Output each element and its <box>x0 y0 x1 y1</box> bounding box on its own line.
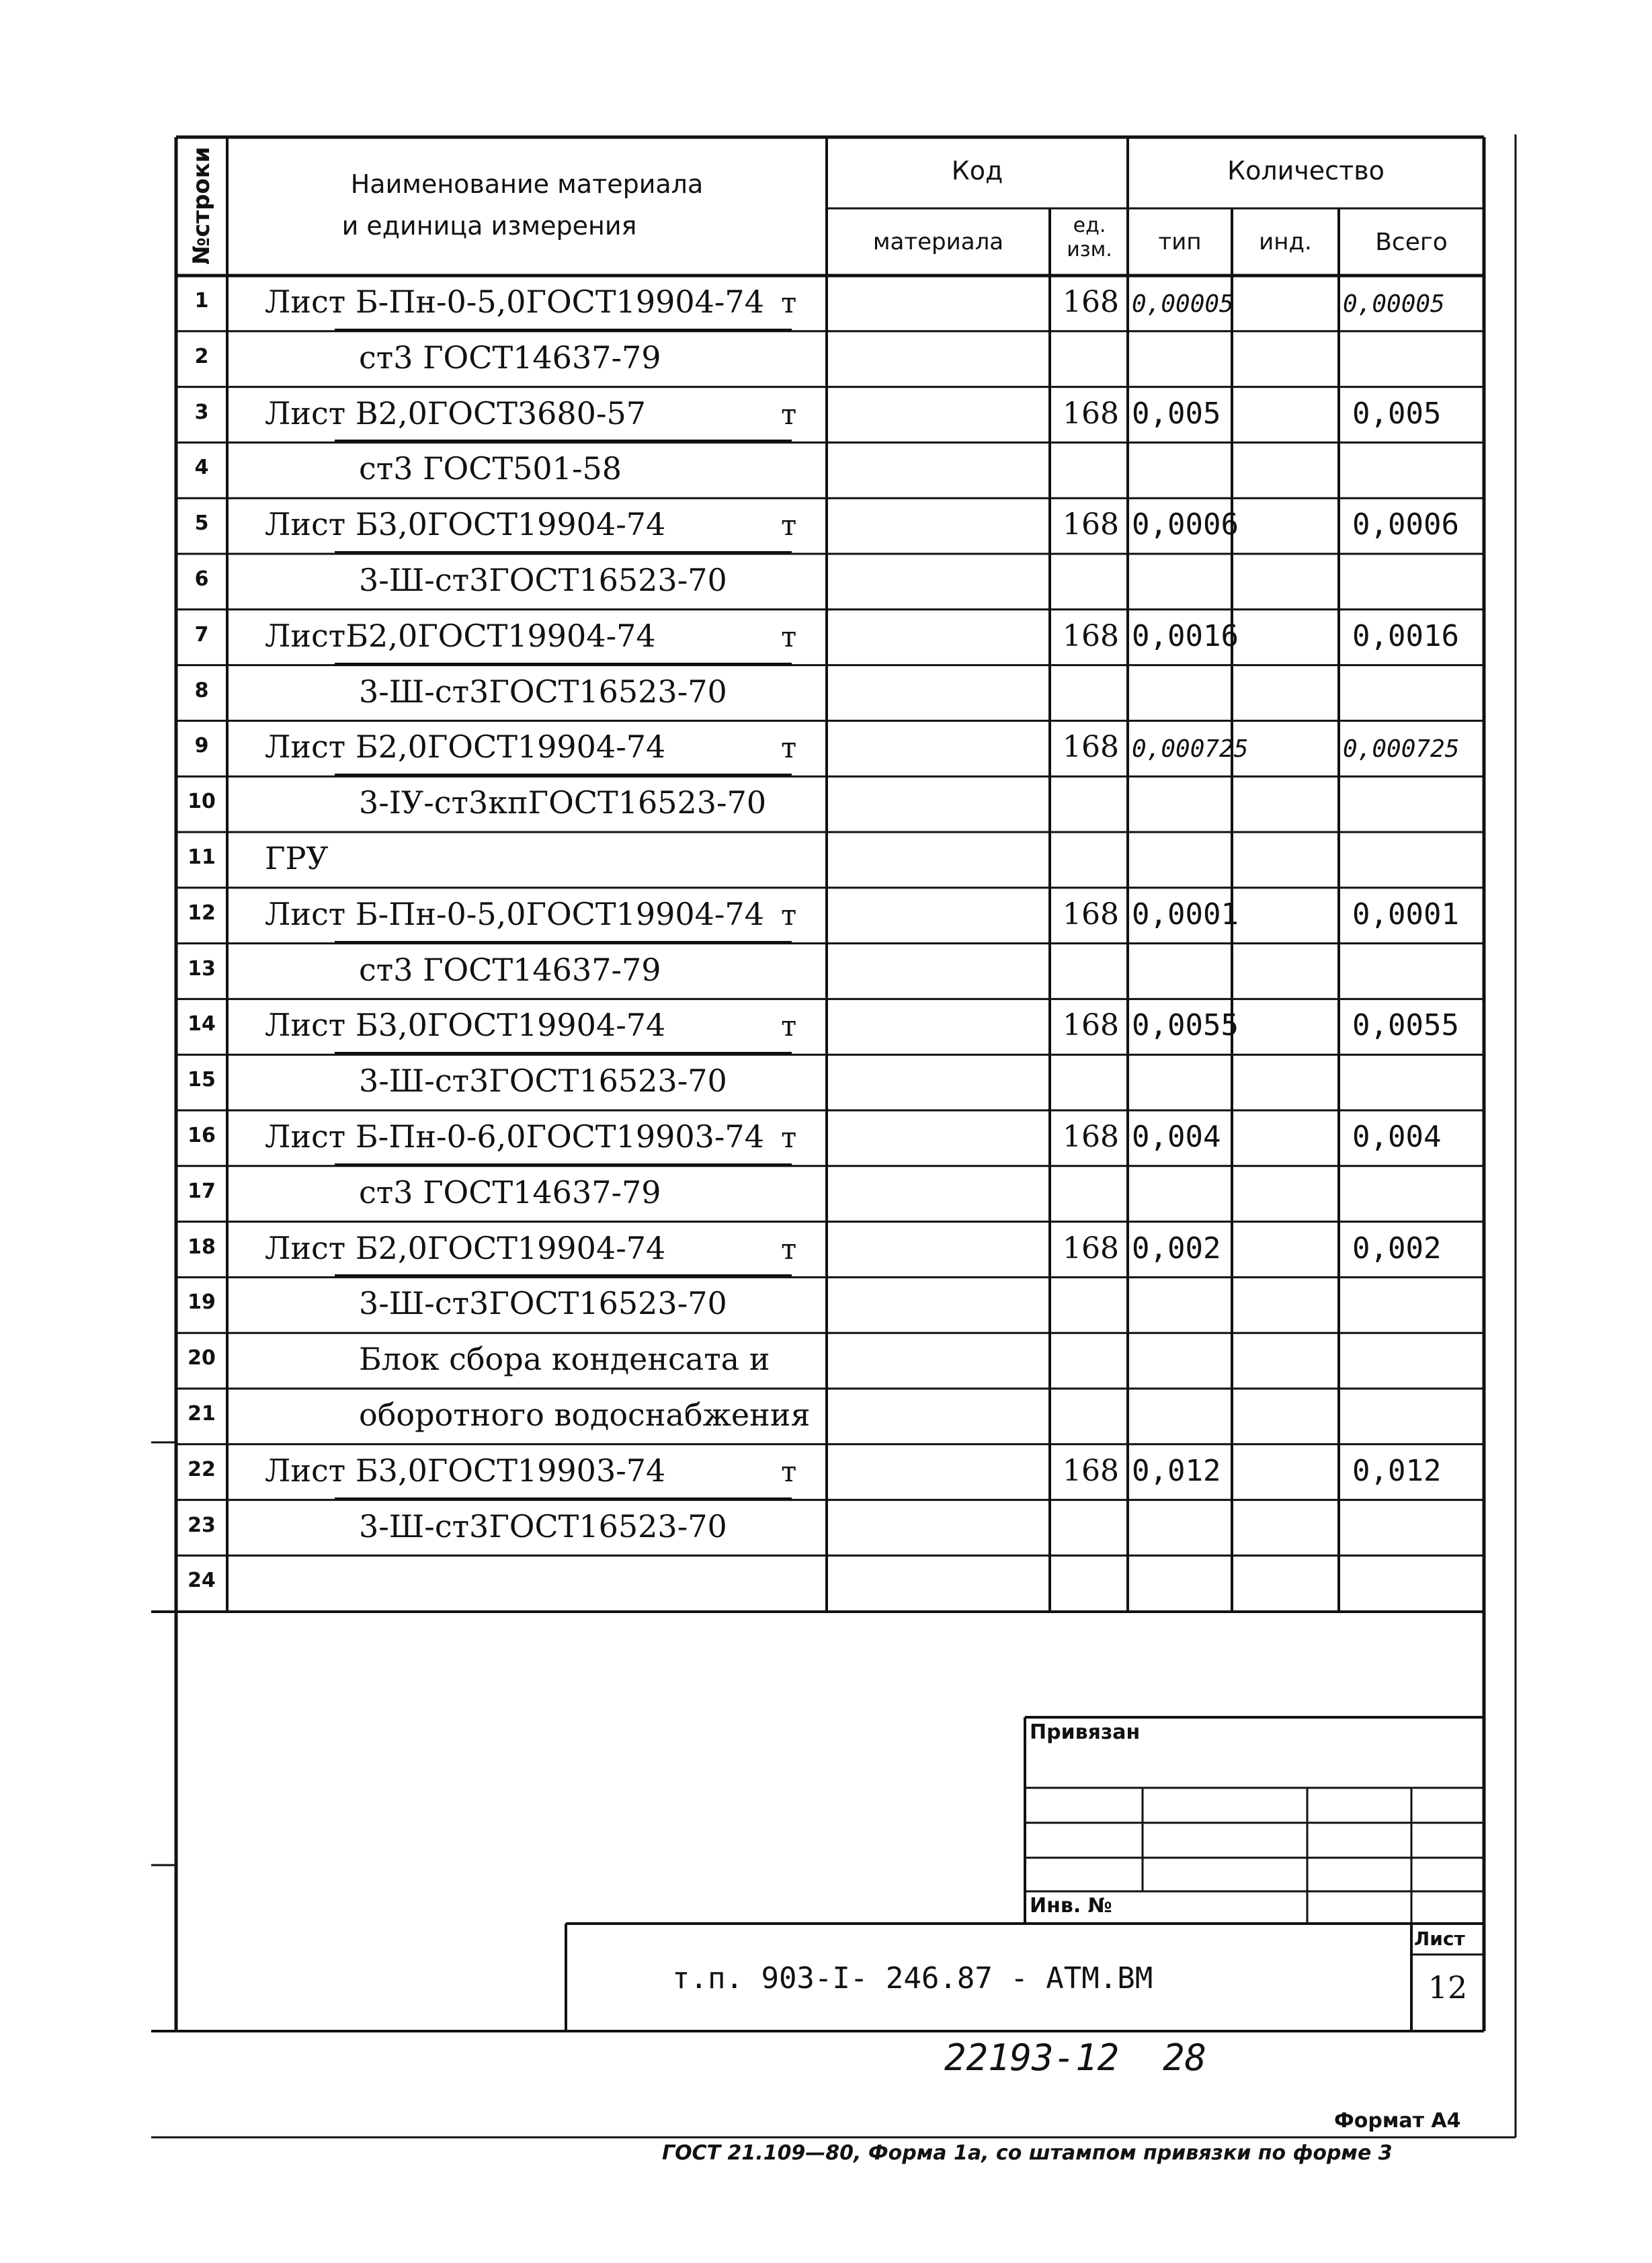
table-row <box>176 387 1484 443</box>
header-name-line2: и единица измерения <box>341 211 637 241</box>
unit-symbol: т <box>781 731 797 765</box>
name-underline <box>335 1497 792 1499</box>
table-row <box>176 665 1484 721</box>
unit-code: 168 <box>1063 1008 1119 1043</box>
material-name: 3-IУ-ст3кпГОСТ16523-70 <box>359 784 767 821</box>
document-code: т.п. 903-I- 246.87 - АТМ.ВМ <box>672 1961 1153 1995</box>
unit-code: 168 <box>1063 1231 1119 1266</box>
handwritten-archive-number: 22193-12 28 <box>944 2036 1207 2079</box>
row-number: 14 <box>188 1012 216 1036</box>
material-name: Лист Б-Пн-0-5,0ГОСТ19904-74 <box>265 895 764 932</box>
quantity-type: 0,000725 <box>1132 735 1249 764</box>
quantity-type: 0,005 <box>1132 396 1221 431</box>
quantity-type: 0,0016 <box>1132 618 1239 653</box>
row-number: 10 <box>188 790 216 814</box>
row-number: 4 <box>194 456 209 480</box>
sheet-number: 12 <box>1428 1969 1468 2006</box>
header-name-line1: Наименование материала <box>350 169 704 199</box>
name-underline <box>335 663 792 665</box>
quantity-total: 0,0001 <box>1352 897 1459 932</box>
row-number: 19 <box>188 1290 216 1315</box>
row-number: 23 <box>188 1513 216 1537</box>
name-underline <box>335 1274 792 1276</box>
material-name: Лист В2,0ГОСТ3680-57 <box>265 395 647 431</box>
row-number: 15 <box>188 1068 216 1092</box>
table-row <box>176 442 1484 498</box>
material-name: 3-Ш-ст3ГОСТ16523-70 <box>359 562 727 598</box>
name-underline <box>335 329 792 331</box>
header-type: тип <box>1158 229 1202 255</box>
material-name: Лист Б2,0ГОСТ19904-74 <box>265 729 666 766</box>
material-name: Лист Б3,0ГОСТ19904-74 <box>265 1007 666 1044</box>
row-number: 6 <box>194 567 209 591</box>
row-number: 16 <box>188 1124 216 1147</box>
material-name: ст3 ГОСТ14637-79 <box>359 951 661 988</box>
material-name: 3-Ш-ст3ГОСТ16523-70 <box>359 673 727 710</box>
material-name: Лист Б2,0ГОСТ19904-74 <box>265 1229 666 1266</box>
material-name: Блок сбора конденсата и <box>359 1341 770 1378</box>
unit-symbol: т <box>781 397 797 431</box>
table-row <box>176 610 1484 665</box>
unit-code: 168 <box>1063 730 1119 765</box>
gost-form-note: ГОСТ 21.109—80, Форма 1а, со штампом привязки по форме 3 <box>662 2141 1393 2165</box>
table-row <box>176 276 1484 331</box>
header-row-number: №строки <box>188 147 215 265</box>
material-name: Лист Б-Пн-0-6,0ГОСТ19903-74 <box>265 1118 764 1155</box>
table-row <box>176 888 1484 944</box>
header-material: материала <box>872 229 1004 255</box>
name-underline <box>335 440 792 442</box>
row-number: 22 <box>188 1457 216 1481</box>
table-row <box>176 498 1484 554</box>
material-name: Лист Б3,0ГОСТ19904-74 <box>265 506 666 543</box>
header-ind: инд. <box>1259 229 1312 255</box>
table-row <box>176 776 1484 832</box>
unit-symbol: т <box>781 1010 797 1043</box>
header-quantity: Количество <box>1227 156 1385 186</box>
table-row <box>176 554 1484 610</box>
table-row <box>176 1389 1484 1444</box>
row-number: 7 <box>194 622 209 647</box>
material-name: ст3 ГОСТ14637-79 <box>359 1174 661 1210</box>
sheet-label: Лист <box>1414 1928 1465 1950</box>
quantity-total: 0,005 <box>1352 396 1442 431</box>
quantity-type: 0,0001 <box>1132 897 1239 932</box>
name-underline <box>335 1052 792 1054</box>
material-name: Лист Б3,0ГОСТ19903-74 <box>265 1452 666 1489</box>
table-row <box>176 1055 1484 1110</box>
table-row <box>176 832 1484 888</box>
material-name: Лист Б-Пн-0-5,0ГОСТ19904-74 <box>265 284 764 320</box>
material-name: ЛистБ2,0ГОСТ19904-74 <box>265 617 656 654</box>
material-name: ГРУ <box>265 840 329 876</box>
unit-code: 168 <box>1063 897 1119 932</box>
header-unit-code: ед. изм. <box>1067 214 1112 261</box>
table-row <box>176 331 1484 387</box>
name-underline <box>335 941 792 943</box>
row-number: 17 <box>188 1179 216 1203</box>
unit-symbol: т <box>781 286 797 319</box>
row-number: 11 <box>188 846 216 869</box>
table-row <box>176 1500 1484 1556</box>
unit-symbol: т <box>781 509 797 542</box>
row-number: 2 <box>194 344 209 368</box>
quantity-type: 0,004 <box>1132 1120 1221 1154</box>
material-name: ст3 ГОСТ14637-79 <box>359 339 661 376</box>
quantity-total: 0,002 <box>1352 1231 1442 1266</box>
table-row <box>176 1444 1484 1500</box>
header-total: Всего <box>1375 229 1448 256</box>
format-label: Формат А4 <box>1334 2109 1461 2133</box>
unit-symbol: т <box>781 898 797 932</box>
unit-symbol: т <box>781 620 797 653</box>
material-name: 3-Ш-ст3ГОСТ16523-70 <box>359 1285 727 1322</box>
unit-code: 168 <box>1063 1453 1119 1488</box>
row-number: 3 <box>194 400 209 424</box>
quantity-type: 0,0006 <box>1132 507 1239 542</box>
quantity-total: 0,000725 <box>1343 735 1460 764</box>
row-number: 12 <box>188 901 216 925</box>
material-name: 3-Ш-ст3ГОСТ16523-70 <box>359 1508 727 1545</box>
quantity-type: 0,012 <box>1132 1453 1221 1488</box>
row-number: 9 <box>194 734 209 758</box>
unit-symbol: т <box>781 1454 797 1488</box>
table-row <box>176 721 1484 776</box>
row-number: 8 <box>194 678 209 702</box>
quantity-type: 0,002 <box>1132 1231 1221 1266</box>
quantity-total: 0,0016 <box>1352 618 1459 653</box>
name-underline <box>335 774 792 776</box>
unit-symbol: т <box>781 1121 797 1154</box>
quantity-type: 0,00005 <box>1132 290 1234 318</box>
header-code: Код <box>951 156 1003 186</box>
stamp-bound-label: Привязан <box>1030 1721 1141 1744</box>
table-row <box>176 1333 1484 1389</box>
quantity-total: 0,012 <box>1352 1453 1442 1488</box>
row-number: 5 <box>194 511 209 536</box>
unit-code: 168 <box>1063 618 1119 653</box>
material-name: 3-Ш-ст3ГОСТ16523-70 <box>359 1063 727 1100</box>
stamp-inv-label: Инв. № <box>1030 1894 1112 1918</box>
unit-code: 168 <box>1063 285 1119 319</box>
row-number: 1 <box>194 289 209 313</box>
quantity-total: 0,0006 <box>1352 507 1459 542</box>
row-number: 20 <box>188 1346 216 1370</box>
name-underline <box>335 1163 792 1165</box>
row-number: 13 <box>188 956 216 981</box>
material-name: ст3 ГОСТ501-58 <box>359 450 622 487</box>
table-row <box>176 944 1484 999</box>
table-row <box>176 999 1484 1055</box>
row-number: 24 <box>188 1569 216 1593</box>
row-number: 21 <box>188 1402 216 1426</box>
table-row <box>176 1222 1484 1278</box>
table-row <box>176 1166 1484 1222</box>
material-name: оборотного водоснабжения <box>359 1397 811 1433</box>
unit-code: 168 <box>1063 396 1119 431</box>
table-row <box>176 1110 1484 1166</box>
quantity-total: 0,0055 <box>1352 1008 1459 1043</box>
table-row <box>176 1555 1484 1611</box>
unit-code: 168 <box>1063 1120 1119 1154</box>
quantity-total: 0,00005 <box>1343 290 1445 318</box>
unit-symbol: т <box>781 1232 797 1266</box>
unit-code: 168 <box>1063 507 1119 542</box>
quantity-total: 0,004 <box>1352 1120 1442 1154</box>
table-row <box>176 1277 1484 1333</box>
row-number: 18 <box>188 1235 216 1259</box>
name-underline <box>335 551 792 553</box>
quantity-type: 0,0055 <box>1132 1008 1239 1043</box>
